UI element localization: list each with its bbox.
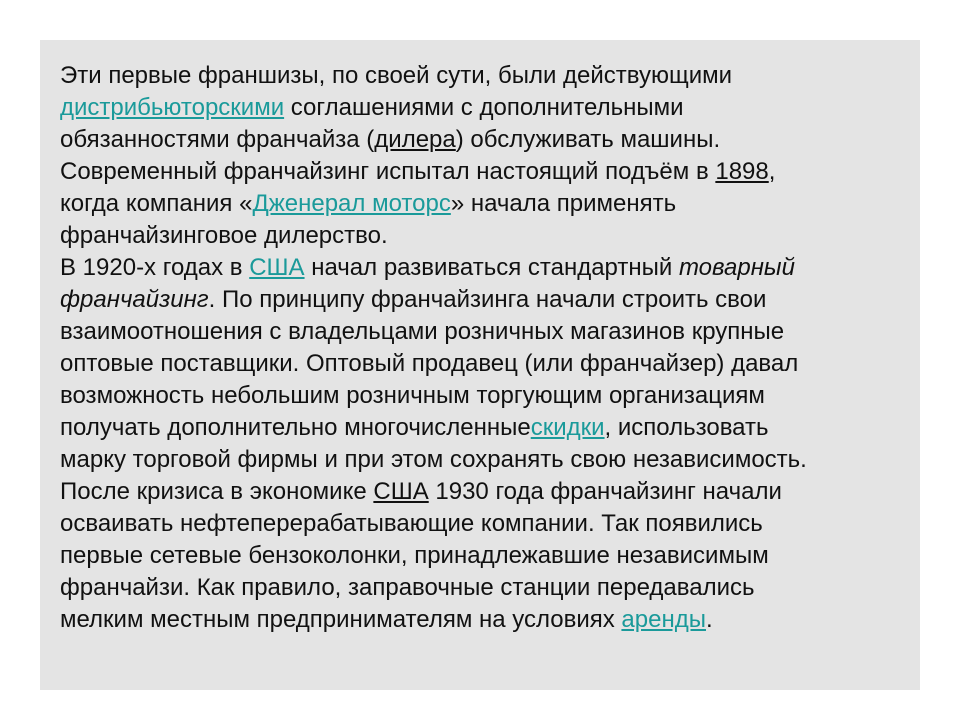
text-segment: первые сетевые бензоколонки, принадлежавшие независимым	[60, 542, 769, 569]
text-segment: начал развиваться стандартный	[304, 254, 679, 281]
text-segment: В 1920-х годах в	[60, 254, 250, 281]
text-segment: когда компания «	[60, 190, 253, 217]
link-usa-2[interactable]: США	[373, 478, 429, 505]
link-general-motors[interactable]: Дженерал моторс	[252, 190, 451, 217]
text-line	[60, 604, 905, 636]
text-line	[60, 316, 905, 348]
body-text	[60, 60, 905, 636]
text-line	[60, 572, 905, 604]
text-line	[60, 284, 905, 316]
link-dealer[interactable]: дилера	[374, 126, 456, 153]
link-usa[interactable]: США	[249, 254, 305, 281]
text-segment: 1930 года франчайзинг начали	[428, 478, 782, 505]
text-line	[60, 412, 905, 444]
text-line	[60, 220, 905, 252]
text-segment: мелким местным предпринимателям на условиях	[60, 606, 622, 633]
italic-term: товарный	[678, 254, 795, 281]
text-line	[60, 540, 905, 572]
text-segment: взаимоотношения с владельцами розничных магазинов крупные	[60, 318, 785, 345]
text-line	[60, 380, 905, 412]
text-segment: марку торговой фирмы и при этом сохранять свою независимость.	[60, 446, 807, 473]
text-segment: Современный франчайзинг испытал настоящий подъём в	[60, 158, 716, 185]
text-segment: франчайзи. Как правило, заправочные станции передавались	[60, 574, 755, 601]
text-line	[60, 444, 905, 476]
text-segment: После кризиса в экономике	[60, 478, 374, 505]
text-segment: ) обслуживать машины.	[455, 126, 721, 153]
text-segment: ,	[768, 158, 776, 185]
text-segment: франчайзинговое дилерство.	[60, 222, 388, 249]
text-line	[60, 156, 905, 188]
text-segment: осваивать нефтеперерабатывающие компании. Так появились	[60, 510, 763, 537]
text-segment: соглашениями с дополнительными	[284, 94, 684, 121]
text-line	[60, 508, 905, 540]
text-segment: . По принципу франчайзинга начали строить свои	[208, 286, 767, 313]
text-segment: .	[705, 606, 713, 633]
text-line	[60, 252, 905, 284]
text-segment: Эти первые франшизы, по своей сути, были действующими	[60, 62, 733, 89]
text-line	[60, 476, 905, 508]
text-segment: , использовать	[604, 414, 769, 441]
link-lease[interactable]: аренды	[621, 606, 706, 633]
text-segment: » начала применять	[450, 190, 677, 217]
text-line	[60, 60, 905, 92]
link-1898[interactable]: 1898	[715, 158, 769, 185]
text-line	[60, 124, 905, 156]
link-distributor[interactable]: дистрибьюторскими	[60, 94, 285, 121]
text-segment: получать дополнительно многочисленные	[60, 414, 531, 441]
text-line	[60, 92, 905, 124]
text-line	[60, 188, 905, 220]
italic-term: франчайзинг	[60, 286, 209, 313]
text-segment: возможность небольшим розничным торгующим организациям	[60, 382, 765, 409]
text-segment: обязанностями франчайза (	[60, 126, 375, 153]
text-line	[60, 348, 905, 380]
text-segment: оптовые поставщики. Оптовый продавец (или франчайзер) давал	[60, 350, 799, 377]
link-discounts[interactable]: скидки	[530, 414, 605, 441]
